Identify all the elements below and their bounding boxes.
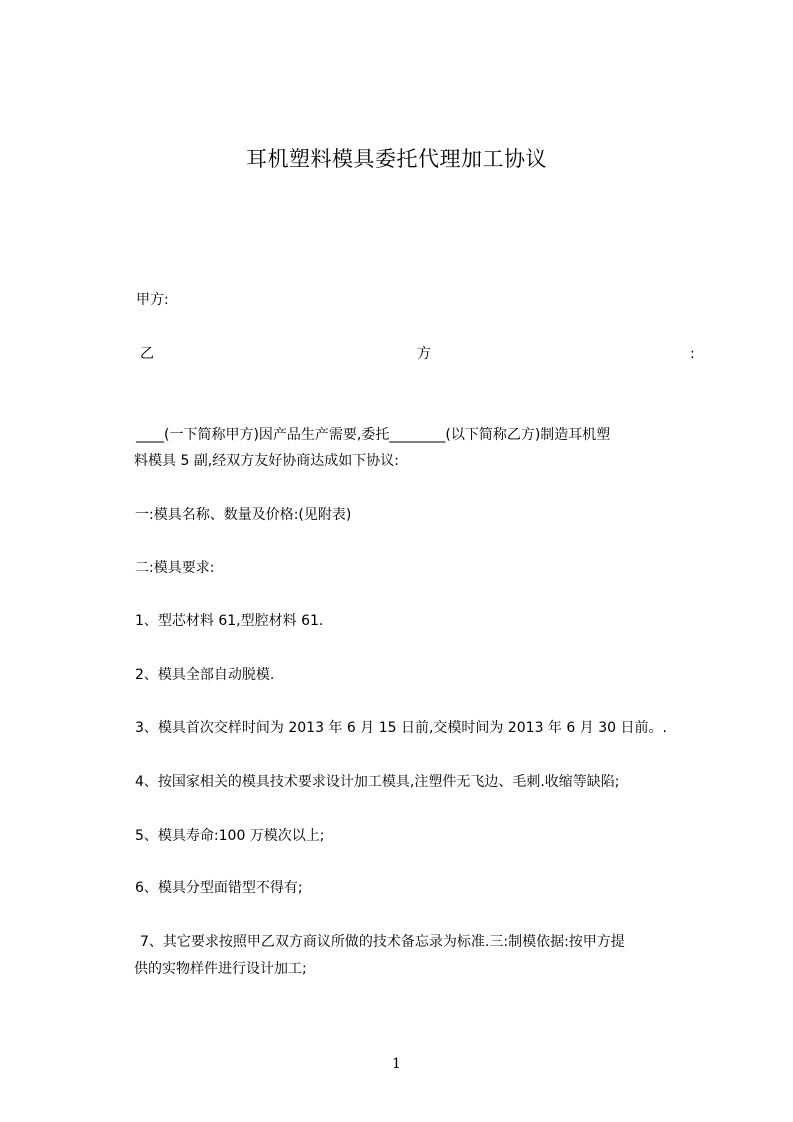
party-b-char2: 方: [417, 346, 431, 362]
requirement-item-7-line2: 供的实物样件进行设计加工;: [134, 961, 307, 977]
party-a-label: 甲方:: [136, 292, 169, 308]
requirement-item-5: 5、模具寿命:100 万模次以上;: [135, 828, 325, 844]
page-number: 1: [392, 1056, 401, 1072]
party-b-char1: 乙: [140, 346, 154, 362]
intro-paragraph-line1: ____(一下简称甲方)因产品生产需要,委托________(以下简称乙方)制造耳机塑: [136, 427, 611, 443]
section-1-heading: 一:模具名称、数量及价格:(见附表): [135, 507, 352, 523]
requirement-item-1: 1、型芯材料 61,型腔材料 61.: [135, 613, 324, 629]
party-b-colon: :: [690, 346, 695, 362]
requirement-item-3: 3、模具首次交样时间为 2013 年 6 月 15 日前,交模时间为 2013 年 6 月 30 日前。.: [135, 720, 667, 736]
requirement-item-2: 2、模具全部自动脱模.: [135, 667, 275, 683]
requirement-item-4: 4、按国家相关的模具技术要求设计加工模具,注塑件无飞边、毛刺.收缩等缺陷;: [135, 774, 620, 790]
intro-paragraph-line2: 料模具 5 副,经双方友好协商达成如下协议:: [134, 453, 399, 469]
section-2-heading: 二:模具要求:: [135, 560, 215, 576]
requirement-item-6: 6、模具分型面错型不得有;: [135, 880, 303, 896]
document-title: 耳机塑料模具委托代理加工协议: [246, 147, 547, 171]
requirement-item-7-line1: 7、其它要求按照甲乙双方商议所做的技术备忘录为标准.三:制模依据:按甲方提: [140, 934, 625, 950]
